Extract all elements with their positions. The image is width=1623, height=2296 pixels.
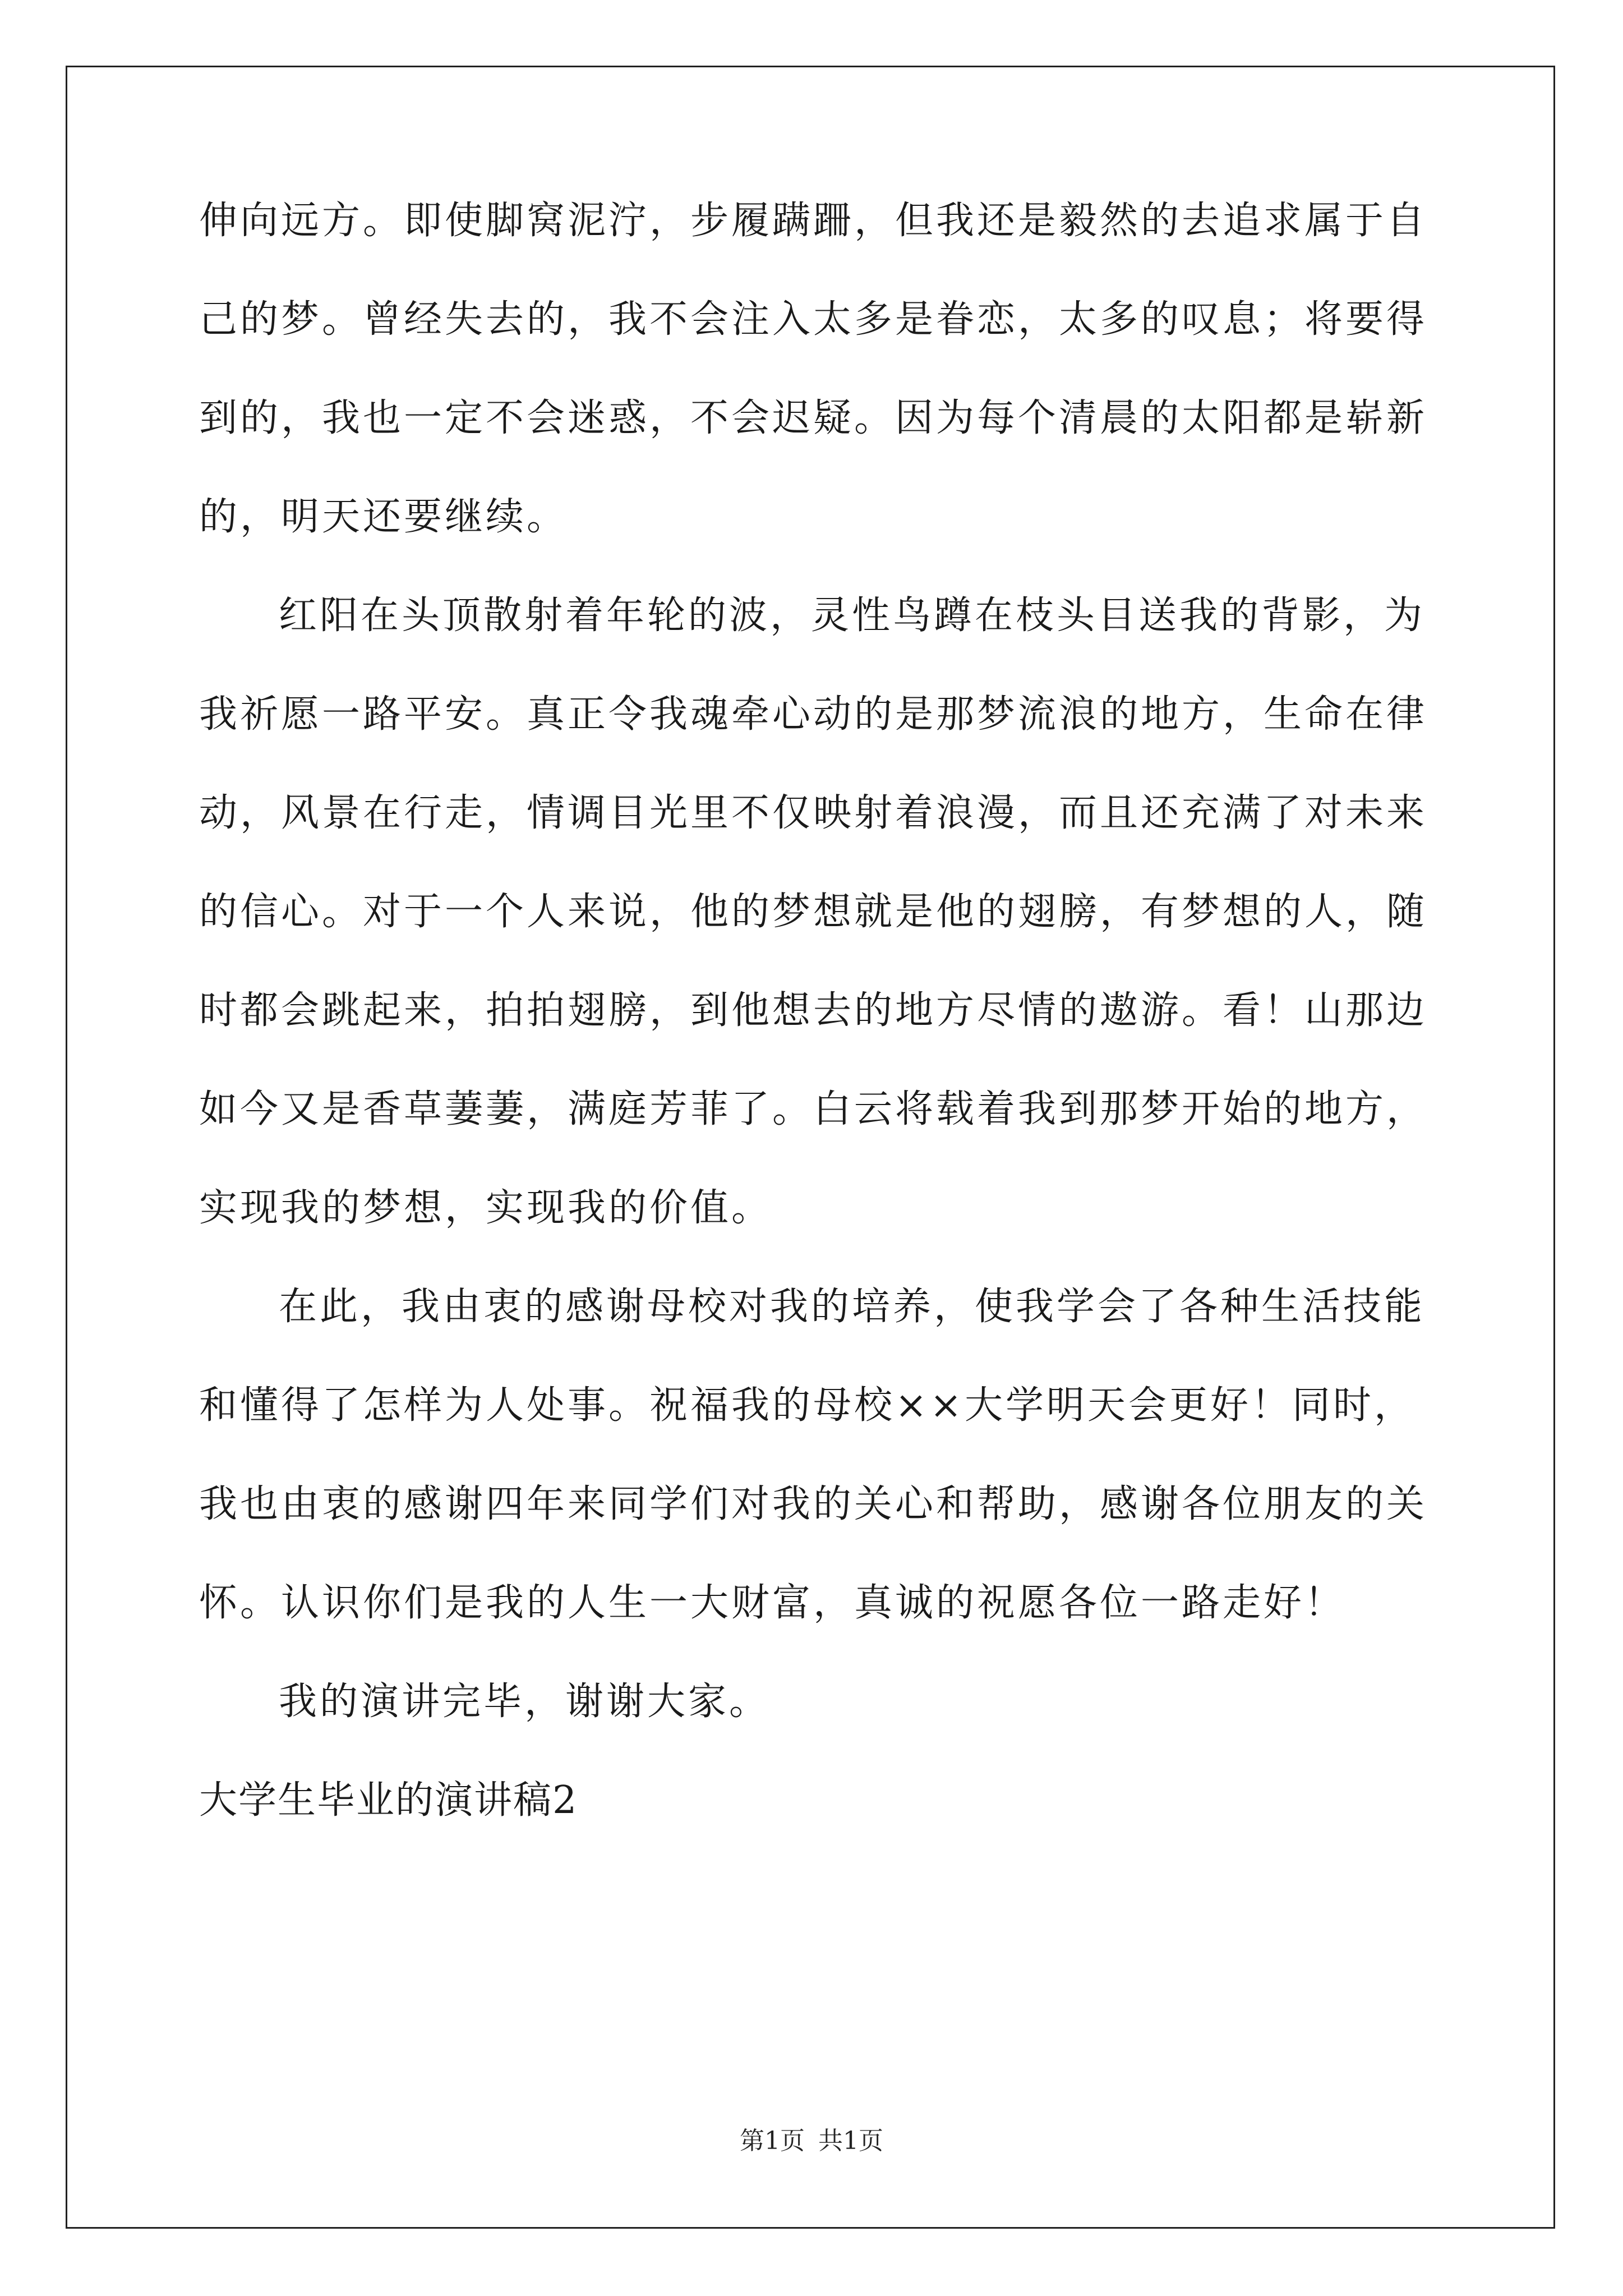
page-footer (0, 2129, 1623, 2154)
text-line: 如今又是香草萋萋，满庭芳菲了。白云将载着我到那梦开始的地方， (199, 1087, 1428, 1131)
text-line: 伸向远方。即使脚窝泥泞，步履蹒跚，但我还是毅然的去追求属于自 (199, 199, 1428, 243)
text-line: 的信心。对于一个人来说，他的梦想就是他的翅膀，有梦想的人，随 (199, 890, 1428, 934)
page-number-total: 共1页 (818, 2127, 883, 2155)
text-line: 我也由衷的感谢四年来同学们对我的关心和帮助，感谢各位朋友的关 (199, 1482, 1428, 1526)
text-line: 实现我的梦想，实现我的价值。 (199, 1186, 773, 1230)
page-number-current: 第1页 (740, 2127, 805, 2155)
text-line: 我的演讲完毕，谢谢大家。 (279, 1680, 771, 1724)
text-line: 到的，我也一定不会迷惑，不会迟疑。因为每个清晨的太阳都是崭新 (199, 396, 1428, 440)
text-line: 时都会跳起来，拍拍翅膀，到他想去的地方尽情的遨游。看！山那边 (199, 988, 1428, 1033)
text-line: 红阳在头顶散射着年轮的波，灵性鸟蹲在枝头目送我的背影，为 (279, 593, 1426, 638)
paragraph-4 (199, 1680, 1427, 1724)
text-line: 在此，我由衷的感谢母校对我的培养，使我学会了各种生活技能 (279, 1285, 1426, 1329)
text-line: 我祈愿一路平安。真正令我魂牵心动的是那梦流浪的地方，生命在律 (199, 692, 1428, 737)
section-heading: 大学生毕业的演讲稿2 (199, 1778, 578, 1823)
text-line: 动，风景在行走，情调目光里不仅映射着浪漫，而且还充满了对未来 (199, 791, 1428, 835)
paragraph-3 (199, 1285, 1428, 1625)
document-body (199, 199, 1428, 1823)
text-line: 和懂得了怎样为人处事。祝福我的母校××大学明天会更好！同时， (199, 1383, 1415, 1428)
text-line: 怀。认识你们是我的人生一大财富，真诚的祝愿各位一路走好！ (199, 1581, 1346, 1625)
paragraph-2 (199, 593, 1428, 1230)
text-line: 己的梦。曾经失去的，我不会注入太多是眷恋，太多的叹息；将要得 (199, 297, 1428, 342)
text-line: 的，明天还要继续。 (199, 495, 568, 539)
paragraph-1 (199, 199, 1428, 539)
